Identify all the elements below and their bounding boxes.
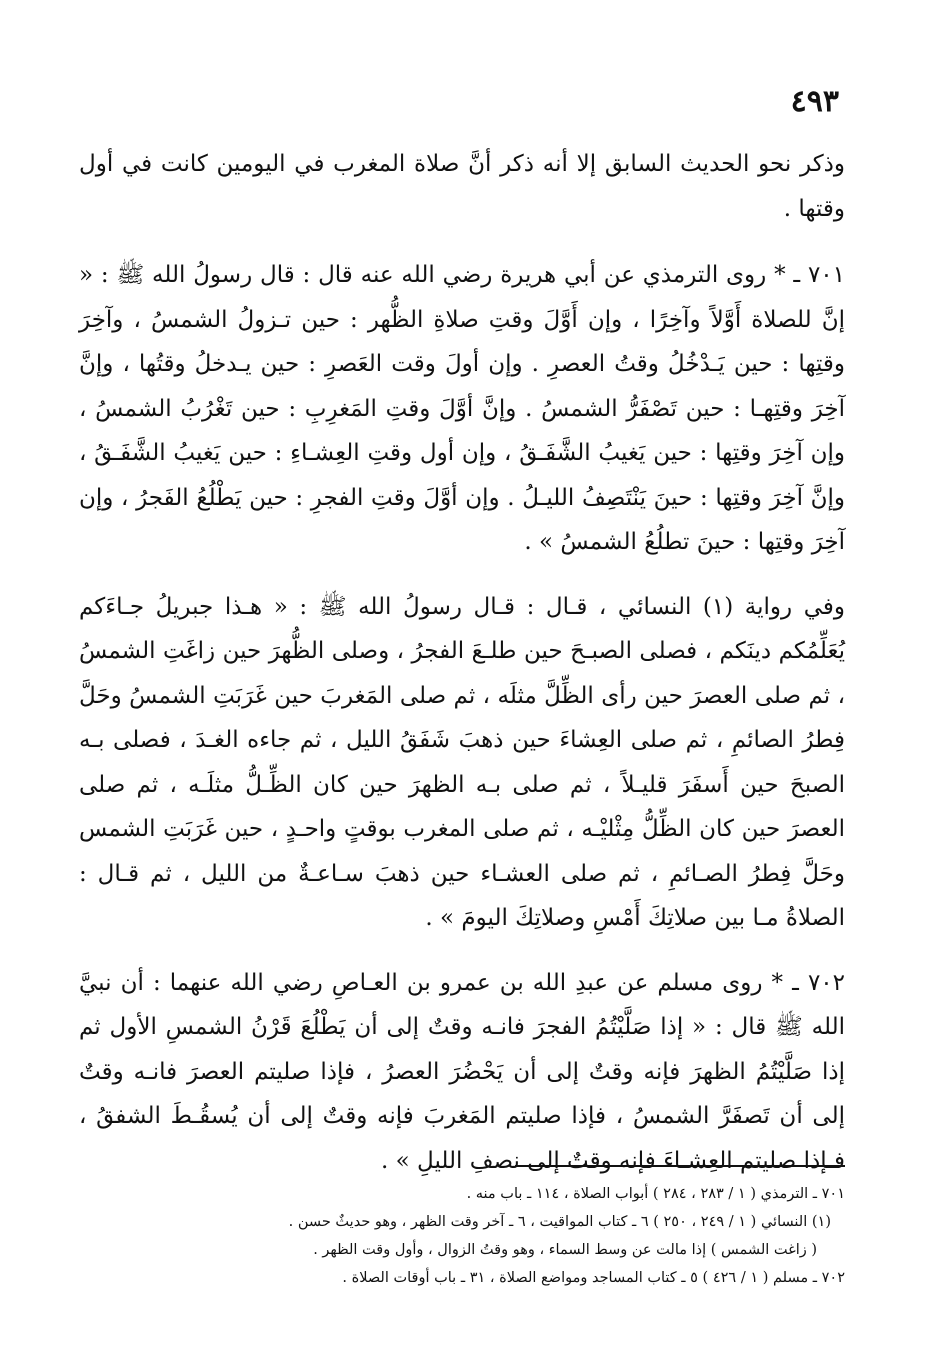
main-text — [79, 142, 845, 1203]
paragraph-hadith-701: ٧٠١ ـ * روى الترمذي عن أبي هريرة رضي الله عنه قال : قال رسولُ الله ﷺ : « إنَّ للصلاة أَوَّلاً وآخِرًا ، وإن أَوَّلَ وقتِ صلاةِ الظُّهر : حين تـزولُ الشمسُ ، وآخِرَ وقتِها : حين يَـدْخُلُ وقتُ العصرِ . وإن أولَ وقت العَصرِ : حين يـدخلُ وقتُها ، وإنَّ آخِرَ وقتِهـا : حين تَصْفَرُّ الشمسُ . وإنَّ أوَّلَ وقتِ المَغرِبِ : حين تَغْرُبُ الشمسُ ، وإن آخِرَ وقتِها : حين يَغيبُ الشَّفَـقُ ، وإن أول وقتِ العِشـاءِ : حين يَغيبُ الشَّفَـقُ ، وإنَّ آخِرَ وقتِها : حينَ يَنْتَصِفُ الليـلُ . وإن أوَّلَ وقتِ الفجرِ : حين يَطْلُعُ الفَجرُ ، وإن آخِرَ وقتِها : حينَ تطلُعُ الشمسُ » . — [79, 262, 845, 555]
page-number: ٤٩٣ — [790, 84, 839, 119]
paragraph-intro: وذكر نحو الحديث السابق إلا أنه ذكر أنَّ صلاة المغرب في اليومين كانت في أول وقتها . — [79, 151, 845, 222]
footnote-gloss: ( زاغت الشمس ) إذا مالت عن وسط السماء ، وهو وقتُ الزوال ، وأول وقت الظهر . — [313, 1242, 817, 1258]
footnote-1: (١) النسائي ( ١ / ٢٤٩ ، ٢٥٠ ) ٦ ـ كتاب المواقيت ، ٦ ـ آخر وقت الظهر ، وهو حديثٌ حسن . — [288, 1214, 831, 1230]
footnote-702: ٧٠٢ ـ مسلم ( ١ / ٤٢٦ ) ٥ ـ كتاب المساجد ومواضع الصلاة ، ٣١ ـ باب أوقات الصلاة . — [342, 1270, 845, 1286]
footnote-701: ٧٠١ ـ الترمذي ( ١ / ٢٨٣ ، ٢٨٤ ) أبواب الصلاة ، ١١٤ ـ باب منه . — [466, 1186, 845, 1202]
footnote-separator — [515, 1165, 845, 1167]
paragraph-hadith-702: ٧٠٢ ـ * روى مسلم عن عبدِ الله بن عمرو بن العـاصِ رضي الله عنهما : أن نبيَّ الله ﷺ قال : « إذا صَلَّيْتُمُ الفجرَ فانـه وقتٌ إلى أن يَطْلُعَ قَرْنُ الشمسِ الأول ثم إذا صَلَّيْتُمُ الظهرَ فإنه وقتٌ إلى أن يَحْضُرَ العصرُ ، فإذا صليتم العصرَ فانـه وقتٌ إلى أن تَصفَرَّ الشمسُ ، فإذا صليتم المَغربَ فإنه وقتٌ إلى أن يُسقُـطَ الشفقُ ، فـإذا صليتم العِشـاءَ فإنه وقتٌ إلى نصفِ الليلِ » . — [79, 969, 845, 1174]
footnotes — [79, 1180, 845, 1292]
paragraph-nasai-narration: وفي رواية (١) النسائي ، قـال : قـال رسولُ الله ﷺ : « هـذا جبريلُ جـاءَكم يُعَلِّمُكم دينَكم ، فصلى الصبـحَ حين طلـعَ الفجرُ ، وصلى الظُّهرَ حين زاغَتِ الشمسُ ، ثم صلى العصرَ حين رأى الظِّلَّ مثلَه ، ثم صلى المَغربَ حين غَرَبَتِ الشمسُ وحَلَّ فِطرُ الصائمِ ، ثم صلى العِشاءَ حين ذهبَ شَفَقُ الليل ، ثم جاءه الغـدَ ، فصلى بـه الصبحَ حين أَسفَرَ قليـلاً ، ثم صلى بـه الظهرَ حين كان الظِّـلُّ مثلَـه ، ثم صلى العصرَ حين كان الظِّلُّ مِثْليْـه ، ثم صلى المغرب بوقتٍ واحـدٍ ، حين غَرَبَتِ الشمس وحَلَّ فِطرُ الصـائمِ ، ثم صلى العشـاء حين ذهبَ سـاعـةٌ من الليل ، ثم قـال : الصلاةُ مـا بين صلاتِكَ أَمْسِ وصلاتِكَ اليومَ » . — [79, 593, 845, 931]
